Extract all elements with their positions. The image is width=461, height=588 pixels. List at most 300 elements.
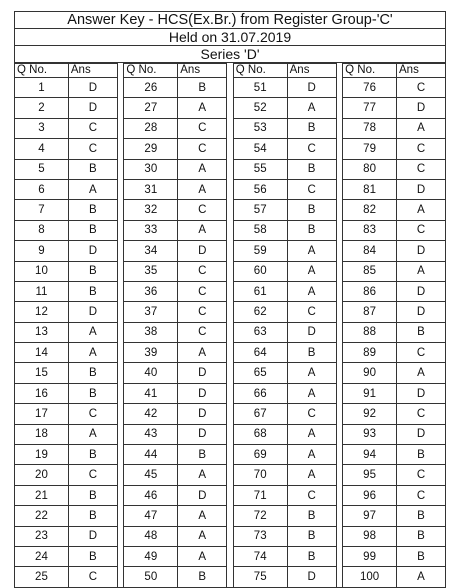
question-number: 58	[233, 220, 287, 240]
table-row	[124, 322, 227, 342]
question-number: 82	[343, 200, 397, 220]
answer-option: D	[178, 363, 227, 383]
answer-option: C	[68, 139, 117, 159]
answer-option: C	[287, 179, 336, 199]
table-row	[233, 404, 336, 424]
answer-grid	[14, 62, 446, 588]
answer-option: D	[397, 281, 446, 301]
answer-option: A	[68, 322, 117, 342]
answer-option: C	[397, 404, 446, 424]
question-number: 9	[15, 241, 69, 261]
question-number: 30	[124, 159, 178, 179]
question-number: 55	[233, 159, 287, 179]
series-label: Series 'D'	[14, 45, 446, 62]
answer-option: C	[178, 200, 227, 220]
answer-key-sheet	[14, 11, 446, 588]
answer-option: C	[287, 302, 336, 322]
question-number: 49	[124, 546, 178, 566]
header-row	[15, 64, 118, 78]
question-number: 56	[233, 179, 287, 199]
answer-option: C	[397, 485, 446, 505]
table-row	[343, 383, 446, 403]
table-row	[15, 404, 118, 424]
answer-option: B	[68, 159, 117, 179]
question-number: 95	[343, 465, 397, 485]
question-number: 78	[343, 118, 397, 138]
table-row	[233, 302, 336, 322]
table-row	[343, 322, 446, 342]
table-row	[343, 139, 446, 159]
ans-header: Ans	[287, 64, 336, 78]
answer-option: A	[287, 241, 336, 261]
answer-option: D	[287, 78, 336, 98]
answer-option: B	[287, 526, 336, 546]
question-number: 64	[233, 343, 287, 363]
question-number: 50	[124, 567, 178, 587]
question-number: 22	[15, 506, 69, 526]
answer-option: A	[397, 363, 446, 383]
table-row	[124, 424, 227, 444]
table-row	[15, 98, 118, 118]
table-row	[343, 200, 446, 220]
question-number: 53	[233, 118, 287, 138]
table-row	[233, 322, 336, 342]
answer-option: A	[178, 343, 227, 363]
question-number: 41	[124, 383, 178, 403]
table-row	[343, 241, 446, 261]
question-number: 27	[124, 98, 178, 118]
question-number: 79	[343, 139, 397, 159]
question-number: 80	[343, 159, 397, 179]
table-row	[15, 159, 118, 179]
answer-option: B	[68, 363, 117, 383]
table-row	[15, 445, 118, 465]
header-row	[233, 64, 336, 78]
q-no-header: Q No.	[343, 64, 397, 78]
document-title: Answer Key - HCS(Ex.Br.) from Register Group-'C'	[14, 11, 446, 28]
answer-option: C	[397, 139, 446, 159]
q-no-header: Q No.	[124, 64, 178, 78]
answer-option: A	[178, 506, 227, 526]
question-number: 48	[124, 526, 178, 546]
table-row	[233, 383, 336, 403]
exam-date: Held on 31.07.2019	[14, 28, 446, 45]
table-row	[124, 220, 227, 240]
answer-option: B	[68, 281, 117, 301]
table-row	[124, 179, 227, 199]
answer-option: D	[68, 526, 117, 546]
table-row	[233, 179, 336, 199]
question-number: 45	[124, 465, 178, 485]
table-row	[343, 485, 446, 505]
question-number: 86	[343, 281, 397, 301]
answer-option: B	[178, 567, 227, 587]
table-row	[124, 567, 227, 587]
answer-option: A	[178, 465, 227, 485]
table-row	[233, 139, 336, 159]
answer-option: B	[287, 506, 336, 526]
question-number: 17	[15, 404, 69, 424]
answer-option: A	[287, 424, 336, 444]
question-number: 70	[233, 465, 287, 485]
answer-table	[233, 63, 337, 588]
table-row	[124, 485, 227, 505]
answer-option: A	[68, 179, 117, 199]
table-row	[343, 526, 446, 546]
answer-option: B	[68, 220, 117, 240]
table-row	[343, 567, 446, 587]
answer-option: D	[68, 78, 117, 98]
answer-option: B	[287, 159, 336, 179]
ans-header: Ans	[68, 64, 117, 78]
answer-table	[342, 63, 446, 588]
table-row	[343, 465, 446, 485]
question-number: 76	[343, 78, 397, 98]
answer-option: D	[397, 98, 446, 118]
table-row	[233, 465, 336, 485]
answer-option: A	[397, 261, 446, 281]
question-number: 71	[233, 485, 287, 505]
question-number: 38	[124, 322, 178, 342]
table-row	[124, 281, 227, 301]
table-row	[343, 78, 446, 98]
question-number: 88	[343, 322, 397, 342]
table-row	[15, 363, 118, 383]
answer-option: D	[397, 179, 446, 199]
question-number: 7	[15, 200, 69, 220]
question-number: 73	[233, 526, 287, 546]
question-number: 12	[15, 302, 69, 322]
answer-option: C	[178, 118, 227, 138]
answer-option: B	[287, 343, 336, 363]
question-number: 62	[233, 302, 287, 322]
table-row	[124, 445, 227, 465]
answer-option: C	[178, 322, 227, 342]
question-number: 16	[15, 383, 69, 403]
table-row	[233, 281, 336, 301]
table-row	[124, 404, 227, 424]
answer-option: B	[178, 445, 227, 465]
question-number: 34	[124, 241, 178, 261]
answer-option: C	[68, 404, 117, 424]
question-number: 40	[124, 363, 178, 383]
answer-option: C	[287, 485, 336, 505]
question-number: 13	[15, 322, 69, 342]
answer-option: A	[287, 261, 336, 281]
table-row	[124, 159, 227, 179]
question-number: 52	[233, 98, 287, 118]
table-row	[233, 118, 336, 138]
question-number: 59	[233, 241, 287, 261]
question-number: 97	[343, 506, 397, 526]
table-row	[15, 261, 118, 281]
question-number: 2	[15, 98, 69, 118]
question-number: 85	[343, 261, 397, 281]
table-row	[15, 485, 118, 505]
answer-option: A	[178, 179, 227, 199]
question-number: 66	[233, 383, 287, 403]
table-row	[343, 445, 446, 465]
ans-header: Ans	[397, 64, 446, 78]
answer-option: A	[178, 526, 227, 546]
table-row	[233, 363, 336, 383]
question-number: 28	[124, 118, 178, 138]
table-row	[233, 159, 336, 179]
table-row	[124, 241, 227, 261]
answer-option: A	[178, 98, 227, 118]
answer-option: B	[287, 200, 336, 220]
table-row	[15, 139, 118, 159]
question-number: 99	[343, 546, 397, 566]
table-row	[343, 220, 446, 240]
question-number: 25	[15, 567, 69, 587]
question-number: 15	[15, 363, 69, 383]
table-row	[15, 383, 118, 403]
answer-option: A	[397, 567, 446, 587]
answer-option: A	[287, 98, 336, 118]
question-number: 57	[233, 200, 287, 220]
table-row	[124, 98, 227, 118]
table-row	[233, 567, 336, 587]
table-row	[343, 506, 446, 526]
table-row	[15, 118, 118, 138]
answer-option: A	[287, 445, 336, 465]
table-row	[233, 241, 336, 261]
answer-option: A	[178, 546, 227, 566]
table-row	[124, 78, 227, 98]
question-number: 51	[233, 78, 287, 98]
question-number: 61	[233, 281, 287, 301]
answer-option: B	[68, 200, 117, 220]
answer-option: D	[178, 241, 227, 261]
table-row	[15, 220, 118, 240]
answer-option: C	[68, 567, 117, 587]
question-number: 63	[233, 322, 287, 342]
question-number: 89	[343, 343, 397, 363]
answer-option: B	[68, 383, 117, 403]
table-row	[15, 322, 118, 342]
table-row	[343, 98, 446, 118]
question-number: 72	[233, 506, 287, 526]
table-row	[15, 343, 118, 363]
answer-option: D	[287, 567, 336, 587]
question-number: 96	[343, 485, 397, 505]
answer-option: B	[397, 526, 446, 546]
table-row	[233, 424, 336, 444]
question-number: 74	[233, 546, 287, 566]
answer-option: A	[397, 200, 446, 220]
table-row	[15, 78, 118, 98]
question-number: 10	[15, 261, 69, 281]
answer-option: A	[287, 383, 336, 403]
answer-option: D	[68, 241, 117, 261]
table-row	[124, 261, 227, 281]
answer-table	[123, 63, 227, 588]
table-row	[124, 139, 227, 159]
table-row	[343, 302, 446, 322]
answer-option: D	[178, 485, 227, 505]
answer-option: C	[397, 343, 446, 363]
answer-option: A	[68, 424, 117, 444]
answer-option: D	[397, 302, 446, 322]
question-number: 11	[15, 281, 69, 301]
table-row	[233, 506, 336, 526]
table-row	[124, 383, 227, 403]
question-number: 1	[15, 78, 69, 98]
answer-option: B	[68, 546, 117, 566]
q-no-header: Q No.	[233, 64, 287, 78]
table-row	[233, 200, 336, 220]
question-number: 20	[15, 465, 69, 485]
answer-option: C	[287, 139, 336, 159]
table-row	[124, 465, 227, 485]
table-row	[233, 526, 336, 546]
header-row	[124, 64, 227, 78]
question-number: 43	[124, 424, 178, 444]
answer-table	[14, 63, 118, 588]
table-row	[343, 159, 446, 179]
table-row	[233, 445, 336, 465]
question-number: 6	[15, 179, 69, 199]
table-row	[124, 526, 227, 546]
table-row	[124, 343, 227, 363]
question-number: 84	[343, 241, 397, 261]
question-number: 68	[233, 424, 287, 444]
question-number: 87	[343, 302, 397, 322]
answer-option: C	[178, 302, 227, 322]
answer-option: D	[178, 383, 227, 403]
answer-option: A	[287, 281, 336, 301]
table-row	[343, 281, 446, 301]
answer-option: A	[178, 159, 227, 179]
question-number: 31	[124, 179, 178, 199]
table-row	[15, 526, 118, 546]
question-number: 24	[15, 546, 69, 566]
table-row	[233, 343, 336, 363]
table-row	[343, 424, 446, 444]
q-no-header: Q No.	[15, 64, 69, 78]
question-number: 21	[15, 485, 69, 505]
answer-option: C	[178, 139, 227, 159]
question-number: 39	[124, 343, 178, 363]
question-number: 44	[124, 445, 178, 465]
answer-option: B	[178, 78, 227, 98]
answer-option: B	[397, 506, 446, 526]
table-row	[15, 546, 118, 566]
answer-option: A	[397, 118, 446, 138]
answer-option: D	[68, 98, 117, 118]
question-number: 75	[233, 567, 287, 587]
table-row	[233, 261, 336, 281]
table-row	[233, 220, 336, 240]
table-row	[124, 506, 227, 526]
answer-option: D	[397, 241, 446, 261]
table-row	[343, 404, 446, 424]
answer-option: D	[397, 383, 446, 403]
answer-option: C	[397, 78, 446, 98]
question-number: 42	[124, 404, 178, 424]
table-row	[343, 179, 446, 199]
answer-option: A	[178, 220, 227, 240]
table-row	[343, 363, 446, 383]
question-number: 54	[233, 139, 287, 159]
table-row	[15, 567, 118, 587]
table-row	[233, 485, 336, 505]
answer-option: B	[287, 118, 336, 138]
answer-option: C	[397, 159, 446, 179]
table-row	[15, 179, 118, 199]
question-number: 93	[343, 424, 397, 444]
answer-option: C	[178, 281, 227, 301]
answer-option: B	[397, 445, 446, 465]
question-number: 47	[124, 506, 178, 526]
question-number: 32	[124, 200, 178, 220]
answer-option: A	[287, 363, 336, 383]
table-row	[233, 98, 336, 118]
answer-option: B	[287, 220, 336, 240]
question-number: 90	[343, 363, 397, 383]
table-row	[343, 118, 446, 138]
question-number: 60	[233, 261, 287, 281]
table-row	[343, 261, 446, 281]
question-number: 5	[15, 159, 69, 179]
question-number: 8	[15, 220, 69, 240]
table-row	[15, 200, 118, 220]
question-number: 98	[343, 526, 397, 546]
question-number: 19	[15, 445, 69, 465]
table-row	[233, 78, 336, 98]
question-number: 77	[343, 98, 397, 118]
question-number: 94	[343, 445, 397, 465]
question-number: 14	[15, 343, 69, 363]
table-row	[233, 546, 336, 566]
answer-option: B	[68, 261, 117, 281]
table-row	[15, 424, 118, 444]
question-number: 23	[15, 526, 69, 546]
question-number: 26	[124, 78, 178, 98]
answer-option: C	[397, 465, 446, 485]
question-number: 46	[124, 485, 178, 505]
question-number: 69	[233, 445, 287, 465]
answer-option: C	[68, 465, 117, 485]
question-number: 4	[15, 139, 69, 159]
answer-option: D	[178, 404, 227, 424]
answer-option: B	[68, 485, 117, 505]
question-number: 67	[233, 404, 287, 424]
ans-header: Ans	[178, 64, 227, 78]
answer-option: B	[287, 546, 336, 566]
table-row	[343, 546, 446, 566]
table-row	[124, 118, 227, 138]
answer-option: C	[178, 261, 227, 281]
question-number: 36	[124, 281, 178, 301]
table-row	[343, 343, 446, 363]
table-row	[15, 302, 118, 322]
answer-option: D	[178, 424, 227, 444]
answer-option: C	[287, 404, 336, 424]
answer-option: B	[397, 546, 446, 566]
question-number: 33	[124, 220, 178, 240]
table-row	[124, 363, 227, 383]
table-row	[124, 200, 227, 220]
question-number: 65	[233, 363, 287, 383]
question-number: 35	[124, 261, 178, 281]
question-number: 92	[343, 404, 397, 424]
question-number: 100	[343, 567, 397, 587]
question-number: 83	[343, 220, 397, 240]
question-number: 81	[343, 179, 397, 199]
question-number: 91	[343, 383, 397, 403]
